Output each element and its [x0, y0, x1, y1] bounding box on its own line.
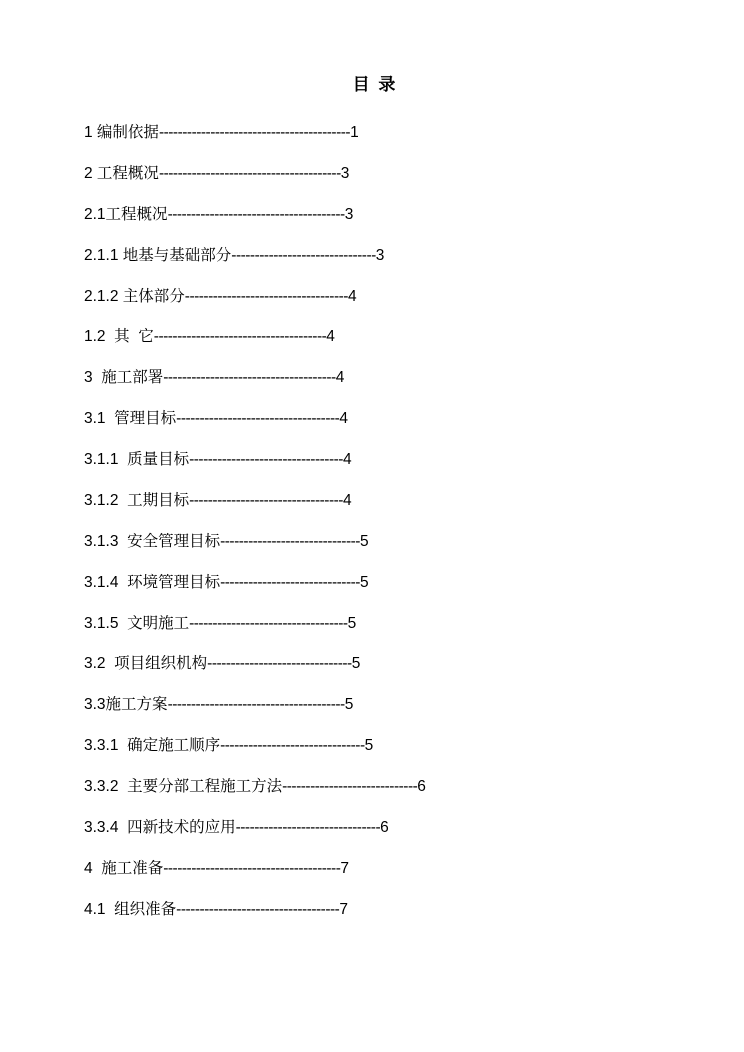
table-of-contents — [84, 123, 660, 919]
toc-entry-page: 1 — [350, 124, 359, 141]
toc-entry-label: 4 施工准备 — [84, 859, 164, 877]
toc-entry[interactable] — [84, 573, 660, 592]
toc-entry-label: 3.1.5 文明施工 — [84, 614, 190, 632]
toc-entry-page: 3 — [344, 205, 354, 223]
toc-entry-leader: --------------------------------- — [189, 491, 343, 509]
toc-entry-leader: -------------------------------------- — [167, 205, 345, 223]
toc-entry-leader: ----------------------------------- — [176, 900, 340, 918]
toc-entry[interactable] — [84, 287, 660, 306]
toc-entry[interactable] — [84, 695, 660, 714]
toc-entry[interactable] — [84, 123, 660, 142]
toc-entry-label: 2.1.2 主体部分 — [84, 287, 185, 305]
toc-entry-label: 4.1 组织准备 — [84, 900, 177, 918]
toc-entry-page: 7 — [339, 900, 348, 918]
toc-entry-label: 2 工程概况 — [84, 164, 159, 182]
toc-entry[interactable] — [84, 654, 660, 673]
toc-entry-leader: ----------------------------------------- — [158, 124, 351, 141]
toc-entry-label: 3.2 项目组织机构 — [84, 655, 208, 673]
toc-entry-page: 5 — [359, 573, 369, 591]
toc-entry-leader: ------------------------------------- — [163, 369, 336, 387]
toc-entry[interactable] — [84, 205, 660, 224]
toc-entry-label: 2.1.1 地基与基础部分 — [84, 246, 232, 264]
toc-entry-leader: ------------------------------------- — [153, 328, 327, 346]
toc-entry[interactable] — [84, 491, 660, 510]
toc-entry-label: 1 编制依据 — [84, 124, 159, 141]
toc-entry-page: 7 — [340, 859, 350, 877]
toc-entry-label: 3 施工部署 — [84, 369, 164, 387]
toc-entry-leader: ------------------------------- — [220, 737, 365, 755]
toc-entry-leader: --------------------------------------- — [158, 164, 341, 182]
toc-entry-page: 4 — [347, 287, 357, 305]
toc-entry-label: 3.3.4 四新技术的应用 — [84, 818, 236, 836]
toc-entry-page: 3 — [375, 246, 385, 264]
toc-entry-leader: ----------------------------- — [282, 778, 418, 795]
toc-entry-label: 3.1.3 安全管理目标 — [84, 532, 221, 550]
toc-entry-leader: ------------------------------- — [207, 655, 352, 673]
toc-entry-page: 5 — [347, 614, 357, 632]
toc-entry[interactable] — [84, 532, 660, 551]
toc-entry-page: 6 — [417, 778, 426, 795]
toc-entry-page: 6 — [380, 818, 389, 836]
toc-entry[interactable] — [84, 736, 660, 755]
toc-entry-label: 3.3施工方案 — [84, 696, 168, 714]
toc-entry-page: 5 — [344, 696, 354, 714]
toc-entry-leader: ------------------------------ — [220, 573, 360, 591]
toc-entry-leader: --------------------------------- — [189, 451, 343, 468]
toc-entry[interactable] — [84, 368, 660, 387]
toc-entry-leader: ----------------------------------- — [176, 410, 340, 428]
toc-entry-leader: ------------------------------ — [220, 532, 360, 550]
toc-entry-label: 3.1.1 质量目标 — [84, 451, 190, 468]
toc-entry[interactable] — [84, 818, 660, 837]
toc-entry-leader: -------------------------------------- — [167, 696, 345, 714]
toc-entry-label: 3.1 管理目标 — [84, 410, 177, 428]
toc-entry-label: 3.3.2 主要分部工程施工方法 — [84, 778, 283, 795]
toc-entry-leader: ------------------------------- — [231, 246, 376, 264]
toc-entry[interactable] — [84, 327, 660, 346]
toc-entry-label: 3.1.2 工期目标 — [84, 491, 190, 509]
toc-entry-leader: -------------------------------------- — [163, 859, 341, 877]
toc-entry-page: 5 — [364, 737, 374, 755]
page-title: 目 录 — [352, 75, 398, 94]
toc-entry-label: 3.1.4 环境管理目标 — [84, 573, 221, 591]
toc-entry-page: 4 — [342, 491, 352, 509]
toc-entry[interactable] — [84, 409, 660, 428]
toc-entry-page: 4 — [339, 410, 348, 428]
toc-entry-leader: ----------------------------------- — [184, 287, 348, 305]
toc-entry[interactable] — [84, 246, 660, 265]
toc-entry-page: 4 — [335, 369, 345, 387]
toc-entry-label: 3.3.1 确定施工顺序 — [84, 737, 221, 755]
toc-entry[interactable] — [84, 614, 660, 633]
toc-entry[interactable] — [84, 859, 660, 878]
toc-entry-page: 5 — [359, 532, 369, 550]
toc-entry-page: 3 — [340, 164, 350, 182]
toc-entry-page: 5 — [351, 655, 361, 673]
toc-entry-leader: ------------------------------- — [235, 818, 381, 836]
toc-entry-label: 2.1工程概况 — [84, 205, 168, 223]
toc-entry[interactable] — [84, 450, 660, 469]
toc-entry-page: 4 — [326, 328, 335, 346]
toc-entry[interactable] — [84, 164, 660, 183]
toc-entry[interactable] — [84, 777, 660, 796]
toc-entry[interactable] — [84, 900, 660, 919]
toc-entry-leader: ---------------------------------- — [189, 614, 348, 632]
toc-entry-label: 1.2 其 它 — [84, 328, 154, 346]
toc-entry-page: 4 — [342, 451, 352, 468]
